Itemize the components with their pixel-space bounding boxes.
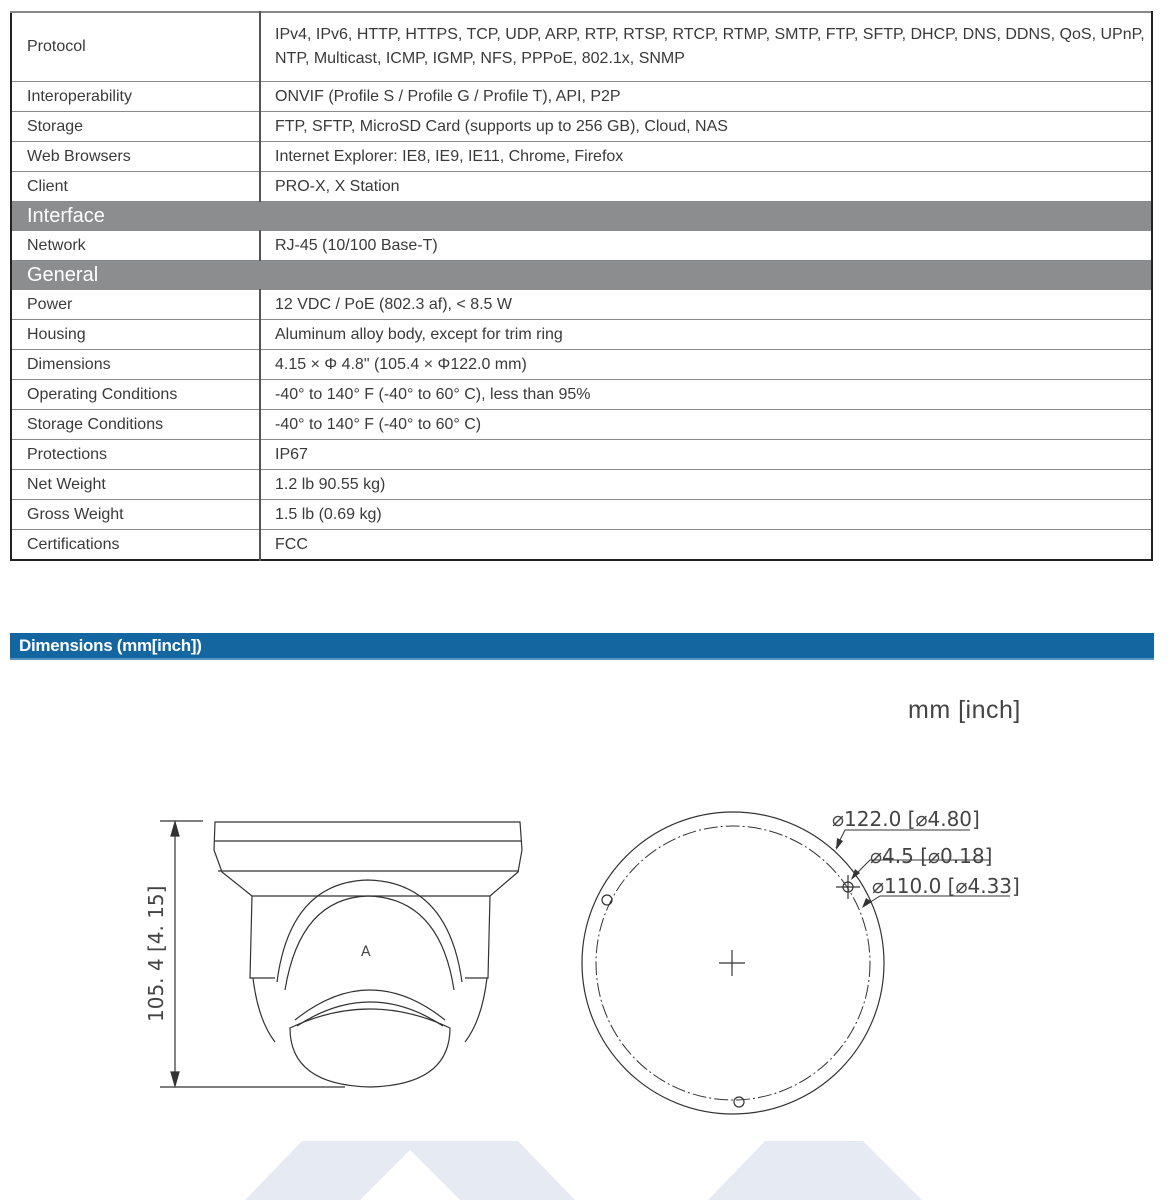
arrow-icon: [836, 838, 843, 850]
spec-label: Storage Conditions: [11, 410, 260, 440]
spec-label: Housing: [11, 320, 260, 350]
spec-label: Interoperability: [11, 82, 260, 112]
spec-label: Dimensions: [11, 350, 260, 380]
spec-value: RJ-45 (10/100 Base-T): [260, 231, 1152, 261]
camera-base: [214, 822, 522, 896]
section-header-general: [11, 261, 1152, 290]
height-label: 105. 4 [4. 15]: [144, 885, 168, 1022]
table-row: [11, 470, 1152, 500]
table-row: [11, 440, 1152, 470]
camera-shoulder: [253, 978, 487, 1042]
mount-hole: [734, 1097, 744, 1107]
hole-diameter-label: ⌀4.5 [⌀0.18]: [870, 844, 993, 868]
section-title: Interface: [11, 202, 1152, 231]
spec-value: 1.5 lb (0.69 kg): [260, 500, 1152, 530]
arrow-down-icon: [171, 1072, 179, 1086]
spec-value: IP67: [260, 440, 1152, 470]
camera-dome: [290, 1009, 450, 1087]
spec-label: Protocol: [11, 12, 260, 82]
table-row: [11, 82, 1152, 112]
dimension-drawing: [0, 660, 1170, 1140]
spec-label: Client: [11, 172, 260, 202]
mount-hole: [602, 895, 612, 905]
spec-label: Certifications: [11, 530, 260, 561]
section-title: General: [11, 261, 1152, 290]
watermark-shape: [708, 1141, 922, 1200]
spec-value: PRO-X, X Station: [260, 172, 1152, 202]
spec-value: 4.15 × Φ 4.8" (105.4 × Φ122.0 mm): [260, 350, 1152, 380]
camera-trim-ring-inner: [285, 896, 454, 990]
camera-neck: [250, 896, 490, 978]
spec-value: 1.2 lb 90.55 kg): [260, 470, 1152, 500]
spec-value: FTP, SFTP, MicroSD Card (supports up to 256 GB), Cloud, NAS: [260, 112, 1152, 142]
watermark-logo: [0, 1140, 1170, 1200]
spec-table: [10, 11, 1153, 561]
spec-value: -40° to 140° F (-40° to 60° C), less than 95%: [260, 380, 1152, 410]
camera-visor-inner: [297, 1002, 443, 1026]
spec-value: 12 VDC / PoE (802.3 af), < 8.5 W: [260, 290, 1152, 320]
spec-value: Aluminum alloy body, except for trim ring: [260, 320, 1152, 350]
table-row: [11, 350, 1152, 380]
table-row: [11, 112, 1152, 142]
watermark-shape: [245, 1141, 575, 1200]
dimensions-title: Dimensions (mm[inch]): [19, 636, 202, 655]
spec-value: [260, 12, 1152, 82]
spec-value: Internet Explorer: IE8, IE9, IE11, Chrome, Firefox: [260, 142, 1152, 172]
spec-label: Gross Weight: [11, 500, 260, 530]
table-row: [11, 410, 1152, 440]
table-row: [11, 12, 1152, 82]
spec-label: Net Weight: [11, 470, 260, 500]
spec-value-line: NTP, Multicast, ICMP, IGMP, NFS, PPPoE, 802.1x, SNMP: [275, 50, 685, 67]
spec-label: Storage: [11, 112, 260, 142]
spec-label: Network: [11, 231, 260, 261]
table-row: [11, 231, 1152, 261]
camera-top-view: [582, 807, 1020, 1114]
table-row: [11, 142, 1152, 172]
table-row: [11, 500, 1152, 530]
spec-label: Operating Conditions: [11, 380, 260, 410]
marker-label: A: [361, 944, 371, 960]
bolt-circle-label: ⌀110.0 [⌀4.33]: [872, 874, 1020, 898]
table-row: [11, 172, 1152, 202]
spec-label: Web Browsers: [11, 142, 260, 172]
outer-diameter-label: ⌀122.0 [⌀4.80]: [832, 807, 980, 831]
spec-value: ONVIF (Profile S / Profile G / Profile T), API, P2P: [260, 82, 1152, 112]
camera-visor: [295, 990, 445, 1020]
spec-value-line: IPv4, IPv6, HTTP, HTTPS, TCP, UDP, ARP, RTP, RTSP, RTCP, RTMP, SMTP, FTP, SFTP, DHCP, DNS, DDNS, QoS, UPnP,: [275, 26, 1145, 43]
table-row: [11, 290, 1152, 320]
camera-side-view: [144, 821, 522, 1087]
units-label: mm [inch]: [908, 696, 1021, 724]
dimensions-header: [10, 633, 1154, 660]
spec-label: Power: [11, 290, 260, 320]
spec-value: -40° to 140° F (-40° to 60° C): [260, 410, 1152, 440]
arrow-up-icon: [171, 822, 179, 836]
section-header-interface: [11, 202, 1152, 231]
table-row: [11, 380, 1152, 410]
spec-label: Protections: [11, 440, 260, 470]
table-row: [11, 320, 1152, 350]
spec-value: FCC: [260, 530, 1152, 561]
table-row: [11, 530, 1152, 561]
